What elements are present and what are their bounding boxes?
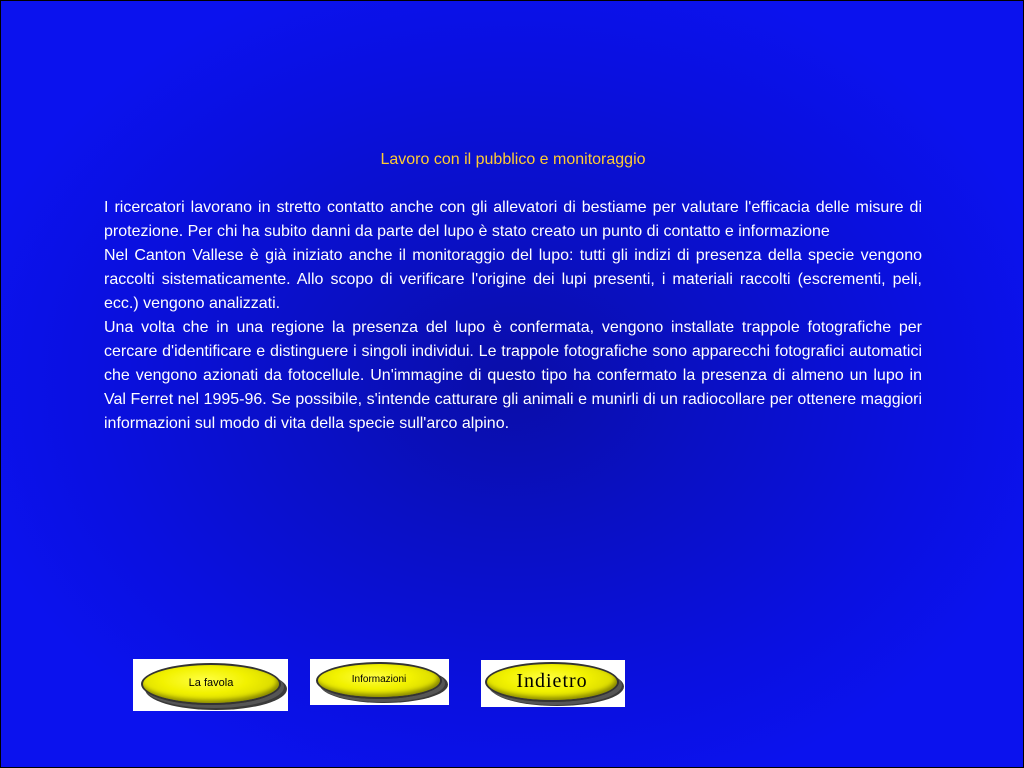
paragraph-trappole: Una volta che in una regione la presenza del lupo è confermata, vengono installate trappole fotografiche per cercare d'identificare e distinguere i singoli individui. Le trappole fotografiche sono apparecchi fotografici automatici che vengono azionati da fotocellule. Un'immagine di questo tipo ha confermato la presenza di almeno un lupo in Val Ferret nel 1995-96. Se possibile, s'intende catturare gli animali e munirli di un radiocollare per ottenere maggiori informazioni sul modo di vita della specie sull'arco alpino. [104,319,922,432]
body-text [104,196,922,436]
la-favola-label: La favola [188,677,234,689]
paragraph-contatto: I ricercatori lavorano in stretto contatto anche con gli allevatori di bestiame per valutare l'efficacia delle misure di protezione. Per chi ha subito danni da parte del lupo è stato creato un punto di contatto e informazione [104,199,922,240]
indietro-label: Indietro [516,670,588,692]
paragraph-monitoraggio: Nel Canton Vallese è già iniziato anche il monitoraggio del lupo: tutti gli indizi di presenza della specie vengono raccolti sistematicamente. Allo scopo di verificare l'origine dei lupi presenti, i materiali raccolti (escrementi, peli, ecc.) vengono analizzati. [104,247,922,312]
informazioni-button[interactable] [310,659,449,705]
la-favola-button[interactable] [133,659,288,711]
indietro-button[interactable] [481,660,625,707]
page-title: Lavoro con il pubblico e monitoraggio [380,151,646,168]
informazioni-label: Informazioni [351,674,407,685]
